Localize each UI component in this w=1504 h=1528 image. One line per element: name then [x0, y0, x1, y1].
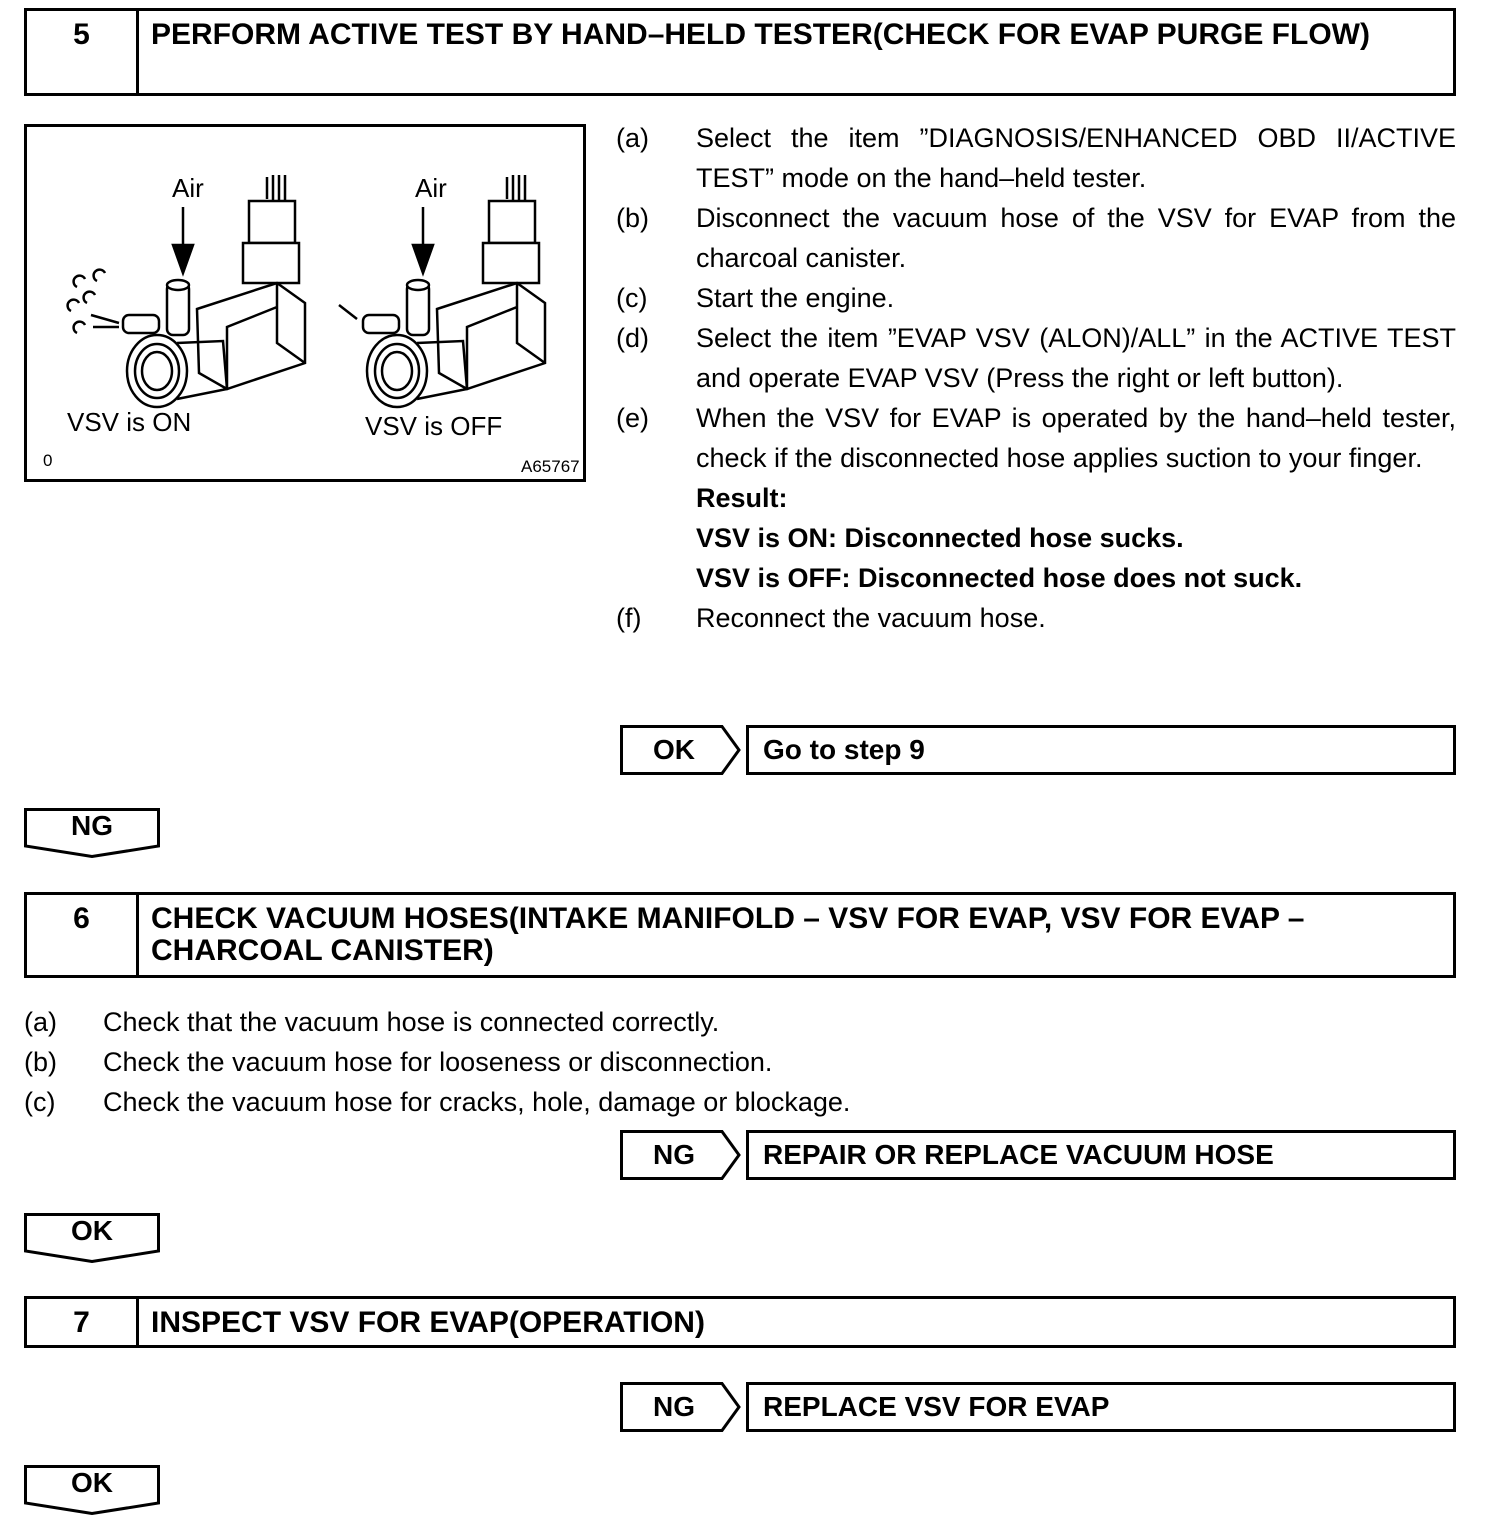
figure-id: A65767 — [521, 457, 580, 476]
list-item-label: (e) — [616, 403, 649, 433]
ok-down-tag[interactable] — [24, 1213, 160, 1261]
vsv-on-label: VSV is ON — [67, 407, 192, 437]
ng-tag[interactable] — [620, 1130, 740, 1180]
step-5-header — [24, 8, 1456, 96]
figure-corner-mark: 0 — [43, 451, 53, 470]
ok-down-tag[interactable] — [24, 1465, 160, 1513]
list-item-label: (c) — [24, 1087, 56, 1117]
step-6-header — [24, 892, 1456, 978]
ng-down-tag[interactable] — [24, 808, 160, 856]
list-item — [616, 398, 1456, 478]
list-item-text: Check the vacuum hose for looseness or disconnection. — [103, 1047, 773, 1077]
air-label-left: Air — [172, 173, 204, 203]
list-item — [24, 1002, 1024, 1042]
ok-tag[interactable] — [620, 725, 740, 775]
list-item — [616, 118, 1456, 198]
list-item — [24, 1042, 1024, 1082]
list-item-text: Check the vacuum hose for cracks, hole, damage or blockage. — [103, 1087, 851, 1117]
list-item-label: (c) — [616, 283, 648, 313]
vsv-illustration — [24, 124, 586, 482]
list-item-label: (b) — [616, 203, 649, 233]
step-5-instructions — [616, 118, 1456, 638]
step-number: 5 — [27, 11, 139, 93]
list-item-text: Select the item ”EVAP VSV (ALON)/ALL” in the ACTIVE TEST and operate EVAP VSV (Press the right or left button). — [696, 323, 1456, 393]
tag-label: OK — [71, 1467, 113, 1498]
list-item-text: When the VSV for EVAP is operated by the hand–held tester, check if the disconnected hose applies suction to your finger. — [696, 403, 1456, 473]
list-item-text: Disconnect the vacuum hose of the VSV for EVAP from the charcoal canister. — [696, 203, 1456, 273]
list-item-label: (a) — [616, 123, 649, 153]
tag-label: OK — [71, 1215, 113, 1246]
list-item-label: (f) — [616, 603, 642, 633]
list-item — [24, 1082, 1024, 1122]
list-item — [616, 318, 1456, 398]
list-item-text: Reconnect the vacuum hose. — [696, 603, 1046, 633]
list-item — [616, 598, 1456, 638]
list-item — [616, 198, 1456, 278]
step-6-instructions — [24, 1002, 1024, 1122]
step-title: PERFORM ACTIVE TEST BY HAND–HELD TESTER(CHECK FOR EVAP PURGE FLOW) — [151, 18, 1370, 51]
list-item-text: Select the item ”DIAGNOSIS/ENHANCED OBD II/ACTIVE TEST” mode on the hand–held tester. — [696, 123, 1456, 193]
result-on: VSV is ON: Disconnected hose sucks. — [696, 523, 1184, 553]
tag-label: OK — [653, 734, 695, 765]
replace-vsv-box[interactable]: REPLACE VSV FOR EVAP — [746, 1382, 1456, 1432]
step-title: INSPECT VSV FOR EVAP(OPERATION) — [151, 1306, 705, 1339]
air-label-right: Air — [415, 173, 447, 203]
repair-replace-hose-box[interactable]: REPAIR OR REPLACE VACUUM HOSE — [746, 1130, 1456, 1180]
tag-label: NG — [71, 810, 113, 841]
step-number: 7 — [27, 1299, 139, 1345]
list-item-label: (b) — [24, 1047, 57, 1077]
vsv-off-label: VSV is OFF — [365, 411, 503, 441]
step-7-header — [24, 1296, 1456, 1348]
list-item — [616, 278, 1456, 318]
result-off: VSV is OFF: Disconnected hose does not suck. — [696, 563, 1303, 593]
list-item-text: Start the engine. — [696, 283, 895, 313]
list-item-text: Check that the vacuum hose is connected correctly. — [103, 1007, 720, 1037]
list-item-label: (a) — [24, 1007, 57, 1037]
ng-tag[interactable] — [620, 1382, 740, 1432]
step-title: CHECK VACUUM HOSES(INTAKE MANIFOLD – VSV FOR EVAP, VSV FOR EVAP – CHARCOAL CANISTER) — [151, 902, 1305, 967]
tag-label: NG — [653, 1391, 695, 1422]
result-block — [616, 478, 1456, 598]
result-heading: Result: — [696, 483, 788, 513]
list-item-label: (d) — [616, 323, 649, 353]
step-number: 6 — [27, 895, 139, 975]
go-to-step-box[interactable]: Go to step 9 — [746, 725, 1456, 775]
tag-label: NG — [653, 1139, 695, 1170]
